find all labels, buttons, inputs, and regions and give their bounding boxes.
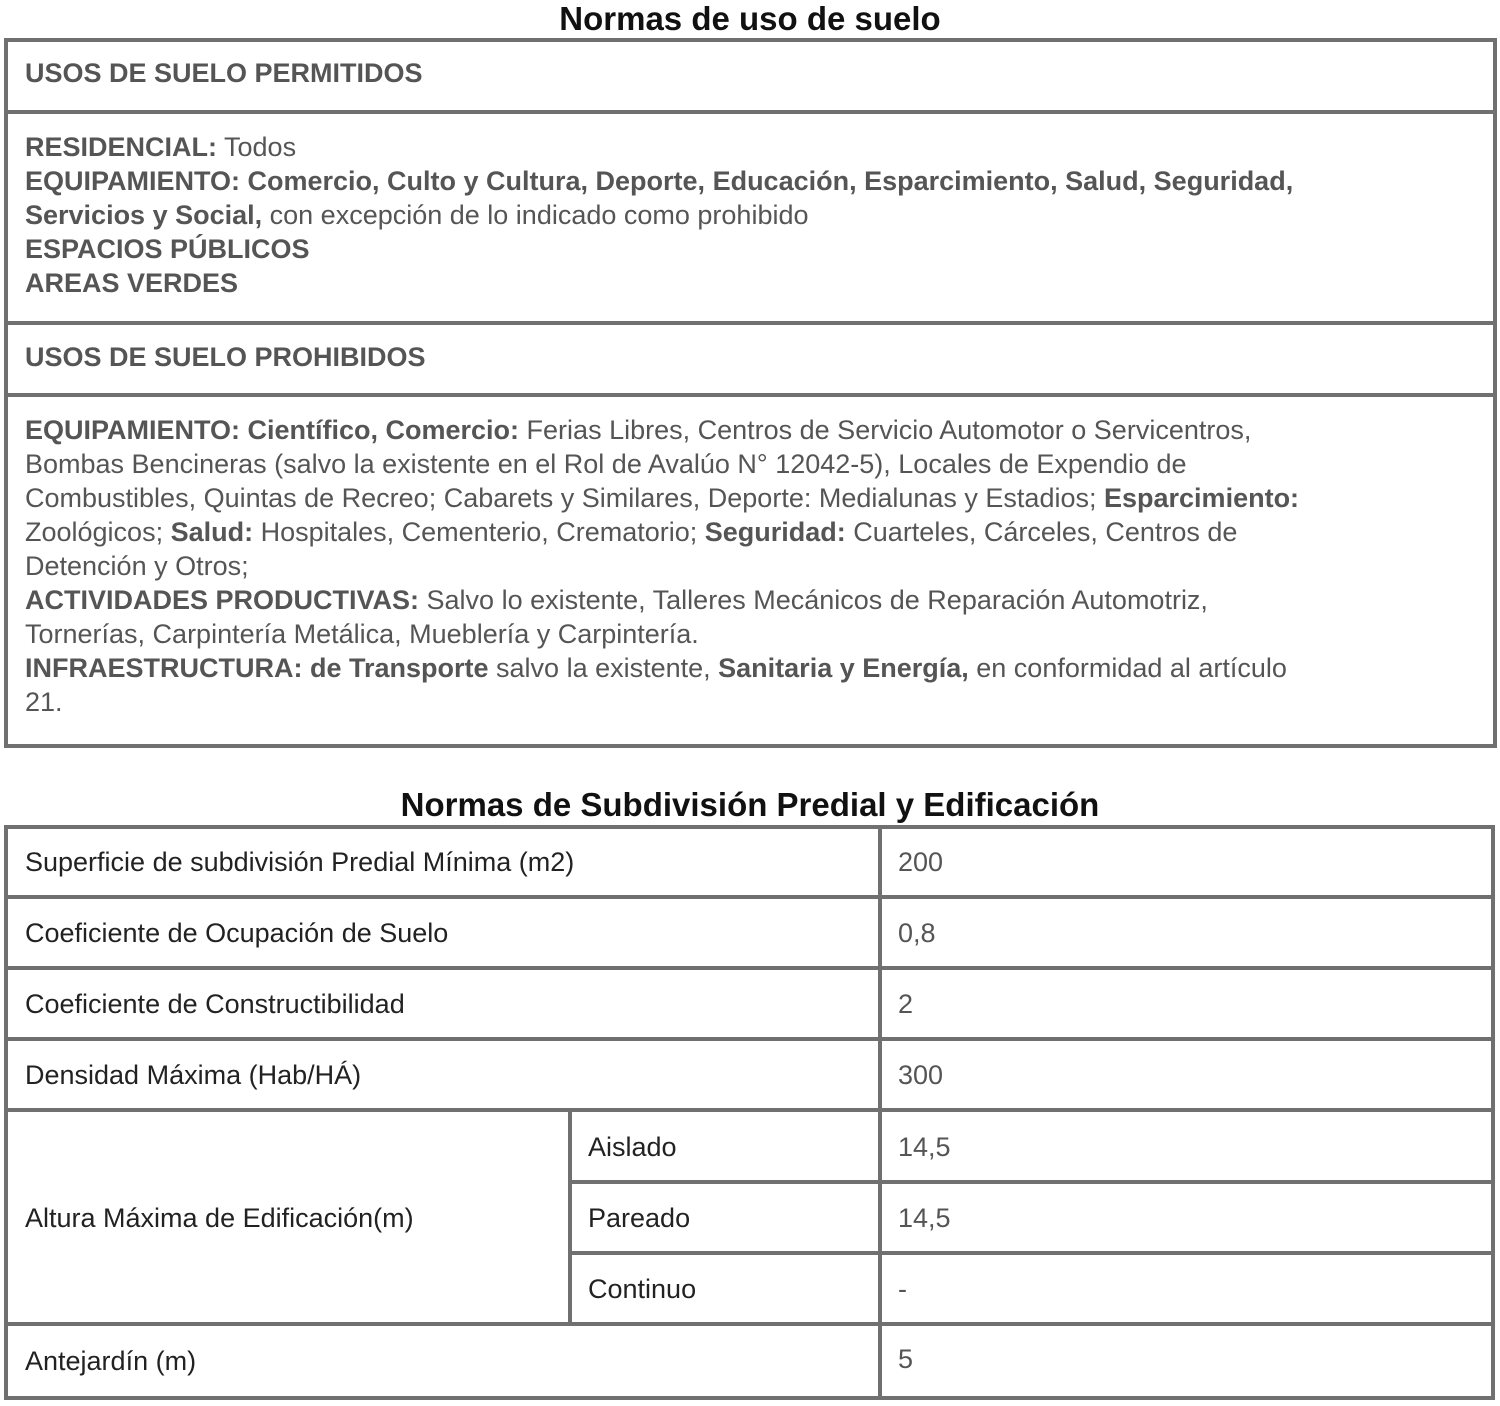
text-line xyxy=(25,266,1293,300)
text-line xyxy=(25,583,1299,617)
text: Hospitales, Cementerio, Crematorio; xyxy=(253,517,705,547)
row-label: Antejardín (m) xyxy=(25,1345,197,1376)
divider xyxy=(4,321,1497,325)
height-sub-value: - xyxy=(898,1273,907,1304)
text: Salvo lo existente, Talleres Mecánicos de Reparación Automotriz, xyxy=(419,585,1208,615)
text: Cuarteles, Cárceles, Centros de xyxy=(845,517,1238,547)
text-line xyxy=(25,232,1293,266)
bold-text: Sanitaria y Energía, xyxy=(718,653,969,683)
text-line xyxy=(25,685,1299,719)
text-line xyxy=(25,447,1299,481)
bold-text: Salud: xyxy=(170,517,254,547)
row-value: 200 xyxy=(898,846,944,877)
text-line xyxy=(25,515,1299,549)
permitted-uses-header: USOS DE SUELO PERMITIDOS xyxy=(25,58,423,88)
text: salvo la existente, xyxy=(488,653,719,683)
land-use-title: Normas de uso de suelo xyxy=(559,0,941,37)
bold-text: EQUIPAMIENTO: Científico, Comercio: xyxy=(25,415,520,445)
text-line xyxy=(25,549,1299,583)
text-line xyxy=(25,651,1299,685)
subdivision-title: Normas de Subdivisión Predial y Edificación xyxy=(400,786,1100,823)
bold-text: INFRAESTRUCTURA: de Transporte xyxy=(25,653,489,683)
row-label: Densidad Máxima (Hab/HÁ) xyxy=(25,1059,362,1090)
row-value: 2 xyxy=(898,988,914,1019)
text: Detención y Otros; xyxy=(25,551,249,581)
permitted-uses-text xyxy=(25,130,1293,300)
text: Ferias Libres, Centros de Servicio Automotor o Servicentros, xyxy=(519,415,1252,445)
height-label: Altura Máxima de Edificación(m) xyxy=(25,1202,414,1233)
prohibited-uses-text xyxy=(25,413,1299,719)
divider xyxy=(4,393,1497,397)
text: Todos xyxy=(217,132,297,162)
height-sub-label: Pareado xyxy=(588,1202,691,1233)
text-line xyxy=(25,413,1299,447)
height-sub-value: 14,5 xyxy=(898,1131,951,1162)
row-label: Coeficiente de Constructibilidad xyxy=(25,988,405,1019)
text-line xyxy=(25,481,1299,515)
text: Tornerías, Carpintería Metálica, Mueblería y Carpintería. xyxy=(25,619,699,649)
row-value: 0,8 xyxy=(898,917,936,948)
row-value: 5 xyxy=(898,1343,914,1374)
bold-text: RESIDENCIAL: xyxy=(25,132,218,162)
text-line xyxy=(25,198,1293,232)
text-line xyxy=(25,130,1293,164)
bold-text: Seguridad: xyxy=(704,517,846,547)
text: Bombas Bencineras (salvo la existente en el Rol de Avalúo N° 12042-5), Locales de Expendio de xyxy=(25,449,1187,479)
column-divider xyxy=(878,825,882,1400)
height-sub-label: Aislado xyxy=(588,1131,677,1162)
text: Combustibles, Quintas de Recreo; Cabarets y Similares, Deporte: Medialunas y Estadios; xyxy=(25,483,1104,513)
text: 21. xyxy=(25,687,63,717)
divider xyxy=(568,1251,1495,1255)
text: Zoológicos; xyxy=(25,517,171,547)
divider xyxy=(4,110,1497,114)
text: en conformidad al artículo xyxy=(968,653,1287,683)
bold-text: Servicios y Social, xyxy=(25,200,263,230)
height-sub-value: 14,5 xyxy=(898,1202,951,1233)
bold-text: EQUIPAMIENTO: Comercio, Culto y Cultura, Deporte, Educación, Esparcimiento, Salud, Seguridad, xyxy=(25,166,1294,196)
text-line xyxy=(25,164,1293,198)
column-divider xyxy=(568,1110,572,1326)
text: con excepción de lo indicado como prohibido xyxy=(262,200,809,230)
text-line xyxy=(25,617,1299,651)
prohibited-uses-header: USOS DE SUELO PROHIBIDOS xyxy=(25,342,426,372)
height-sub-label: Continuo xyxy=(588,1273,697,1304)
bold-text: ESPACIOS PÚBLICOS xyxy=(25,234,310,264)
divider xyxy=(568,1180,1495,1184)
row-value: 300 xyxy=(898,1059,944,1090)
bold-text: AREAS VERDES xyxy=(25,268,239,298)
bold-text: Esparcimiento: xyxy=(1104,483,1300,513)
row-label: Superficie de subdivisión Predial Mínima (m2) xyxy=(25,846,575,877)
row-label: Coeficiente de Ocupación de Suelo xyxy=(25,917,449,948)
bold-text: ACTIVIDADES PRODUCTIVAS: xyxy=(25,585,420,615)
